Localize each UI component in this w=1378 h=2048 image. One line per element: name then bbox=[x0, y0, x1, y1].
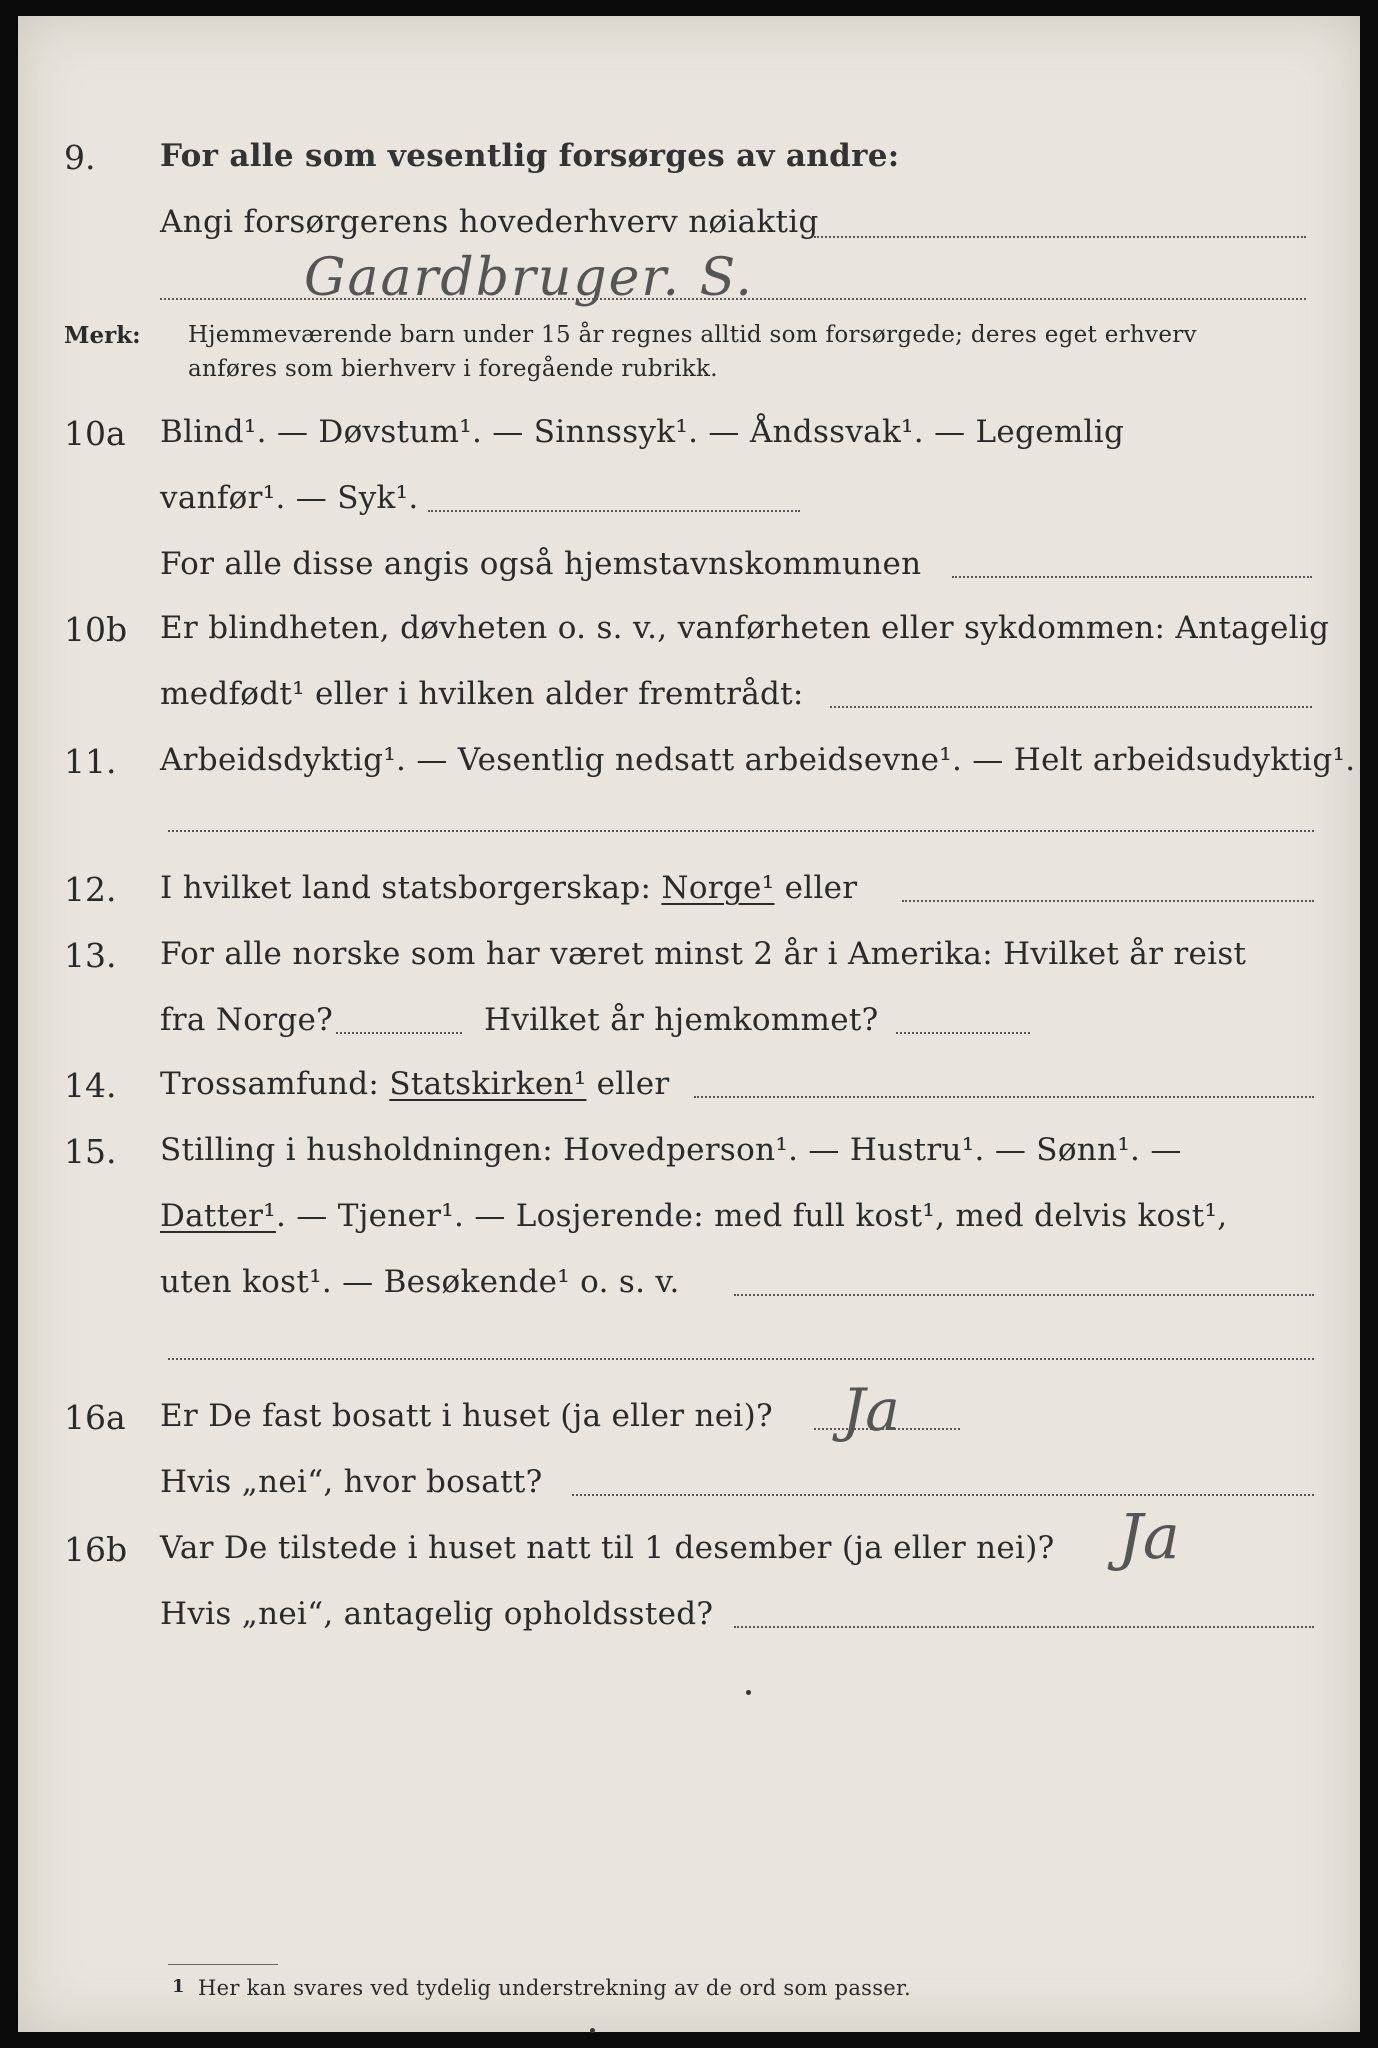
footnote-text: Her kan svares ved tydelig understrekning av de ord som passer. bbox=[198, 1976, 912, 2000]
trossamfund-label: Trossamfund: bbox=[160, 1066, 380, 1102]
question-number: 12. bbox=[64, 870, 117, 909]
eller-label: eller bbox=[596, 1066, 670, 1102]
ink-speck bbox=[746, 1690, 751, 1695]
statskirken-option-underlined[interactable]: Statskirken¹ bbox=[389, 1066, 587, 1102]
question-13-line-2 bbox=[18, 996, 1360, 1044]
question-number: 14. bbox=[64, 1066, 117, 1105]
question-text bbox=[160, 1198, 1227, 1234]
question-10b-line-2 bbox=[18, 670, 1360, 718]
note-merk-line-2 bbox=[18, 348, 1360, 396]
handwritten-answer: Gaardbruger. S. bbox=[304, 248, 754, 308]
question-text: vanfør¹. — Syk¹. bbox=[160, 480, 419, 516]
question-text bbox=[160, 1066, 670, 1102]
question-text: medfødt¹ eller i hvilken alder fremtrådt: bbox=[160, 676, 804, 712]
question-text: Arbeidsdyktig¹. — Vesentlig nedsatt arbeidsevne¹. — Helt arbeidsudyktig¹. bbox=[160, 742, 1356, 778]
question-number: 16a bbox=[64, 1398, 126, 1437]
answer-line[interactable] bbox=[168, 830, 1314, 832]
question-16b bbox=[18, 1500, 1360, 1573]
question-14 bbox=[18, 1060, 1360, 1108]
question-number: 10a bbox=[64, 414, 126, 453]
footnote-marker: 1 bbox=[172, 1976, 185, 1997]
question-text-rest: . — Tjener¹. — Losjerende: med full kost¹, med delvis kost¹, bbox=[275, 1198, 1228, 1234]
question-11-answer-row bbox=[18, 794, 1360, 842]
question-16a-line-2 bbox=[18, 1458, 1360, 1506]
question-text bbox=[160, 870, 857, 906]
hjemkommet-answer-line[interactable] bbox=[896, 1032, 1030, 1034]
answer-line[interactable] bbox=[952, 576, 1312, 578]
question-9-answer-row bbox=[18, 248, 1360, 308]
question-text: Var De tilstede i huset natt til 1 desember (ja eller nei)? bbox=[160, 1530, 1055, 1566]
answer-line[interactable] bbox=[830, 706, 1312, 708]
question-text: For alle norske som har været minst 2 år i Amerika: Hvilket år reist bbox=[160, 936, 1247, 972]
note-text: anføres som bierhverv i foregående rubrikk. bbox=[188, 356, 718, 382]
reist-answer-line[interactable] bbox=[336, 1032, 462, 1034]
question-text: Hvis „nei“, antagelig opholdssted? bbox=[160, 1596, 714, 1632]
question-text: fra Norge? bbox=[160, 1002, 334, 1038]
question-number: 9. bbox=[64, 138, 96, 177]
question-text: For alle som vesentlig forsørges av andre: bbox=[160, 138, 900, 174]
answer-line[interactable] bbox=[734, 1294, 1314, 1296]
handwritten-answer: Ja bbox=[842, 1376, 900, 1444]
answer-line[interactable] bbox=[902, 900, 1314, 902]
answer-line[interactable] bbox=[572, 1494, 1314, 1496]
question-text: Hvis „nei“, hvor bosatt? bbox=[160, 1464, 543, 1500]
question-text: uten kost¹. — Besøkende¹ o. s. v. bbox=[160, 1264, 680, 1300]
handwritten-answer: Ja bbox=[1118, 1500, 1180, 1573]
note-label: Merk: bbox=[64, 322, 141, 349]
answer-line[interactable] bbox=[694, 1096, 1314, 1098]
question-16a bbox=[18, 1376, 1360, 1444]
eller-label: eller bbox=[784, 870, 858, 906]
footnote bbox=[18, 1972, 1360, 2020]
question-number: 13. bbox=[64, 936, 117, 975]
datter-option-underlined[interactable]: Datter¹ bbox=[160, 1198, 276, 1234]
question-16b-line-2 bbox=[18, 1590, 1360, 1638]
census-form-page bbox=[18, 16, 1360, 2032]
answer-line[interactable] bbox=[428, 510, 800, 512]
question-text: For alle disse angis også hjemstavnskommunen bbox=[160, 546, 922, 582]
answer-line[interactable] bbox=[160, 298, 1306, 300]
question-13 bbox=[18, 930, 1360, 978]
question-text: Er blindheten, døvheten o. s. v., vanførheten eller sykdommen: Antagelig bbox=[160, 610, 1330, 646]
question-number: 11. bbox=[64, 742, 117, 781]
statsborgerskap-label: I hvilket land statsborgerskap: bbox=[160, 870, 652, 906]
question-10a-line-2 bbox=[18, 474, 1360, 522]
question-12 bbox=[18, 864, 1360, 912]
question-15-answer-row bbox=[18, 1322, 1360, 1370]
answer-line[interactable] bbox=[734, 1626, 1314, 1628]
note-text: Hjemmeværende barn under 15 år regnes alltid som forsørgede; deres eget erhverv bbox=[188, 322, 1197, 348]
ink-speck bbox=[590, 2028, 595, 2033]
question-10b bbox=[18, 604, 1360, 652]
question-text: Er De fast bosatt i huset (ja eller nei)? bbox=[160, 1398, 773, 1434]
question-text: Hvilket år hjemkommet? bbox=[484, 1002, 879, 1038]
norge-option-underlined[interactable]: Norge¹ bbox=[661, 870, 775, 906]
question-number: 10b bbox=[64, 610, 128, 649]
answer-line[interactable] bbox=[814, 236, 1306, 238]
question-15-line-2 bbox=[18, 1192, 1360, 1240]
question-10a bbox=[18, 408, 1360, 456]
question-15 bbox=[18, 1126, 1360, 1174]
question-10a-line-3 bbox=[18, 540, 1360, 588]
question-text: Blind¹. — Døvstum¹. — Sinnssyk¹. — Åndssvak¹. — Legemlig bbox=[160, 414, 1125, 450]
question-9-line-2 bbox=[18, 198, 1360, 246]
question-text: Angi forsørgerens hovederhverv nøiaktig bbox=[160, 204, 819, 240]
footnote-rule bbox=[168, 1964, 278, 1965]
question-text: Stilling i husholdningen: Hovedperson¹. — Hustru¹. — Sønn¹. — bbox=[160, 1132, 1182, 1168]
question-11 bbox=[18, 736, 1360, 784]
question-number: 15. bbox=[64, 1132, 117, 1171]
question-9 bbox=[18, 132, 1360, 180]
answer-line[interactable] bbox=[168, 1358, 1314, 1360]
question-15-line-3 bbox=[18, 1258, 1360, 1306]
answer-line[interactable] bbox=[814, 1428, 960, 1430]
question-number: 16b bbox=[64, 1530, 128, 1569]
